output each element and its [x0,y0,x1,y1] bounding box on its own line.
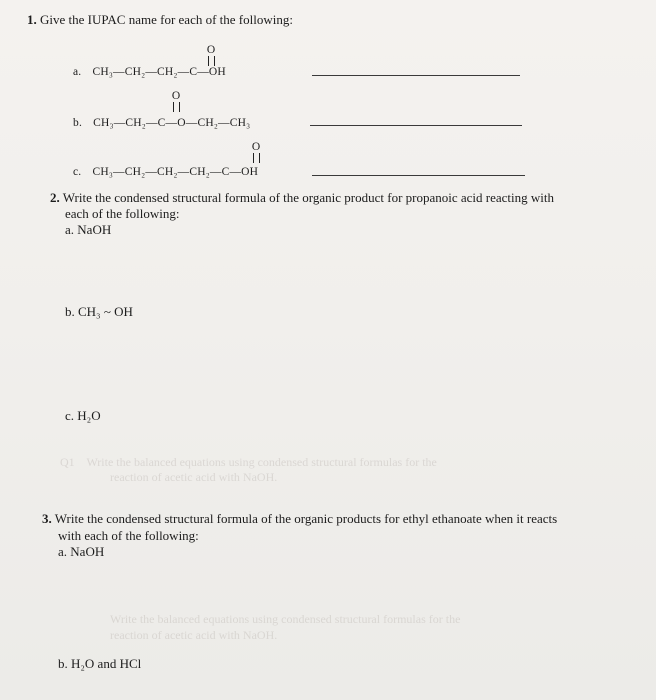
answer-line-1c[interactable] [312,175,525,176]
question-3-heading [42,511,557,527]
question-1a-label: a. [73,66,82,78]
question-2b [65,304,133,320]
carbonyl-oxygen: O [251,141,261,153]
carbonyl-group-1c [248,141,264,163]
question-1c-label: c. [73,166,82,178]
question-2a-label: a. [65,222,75,237]
bleed-through-text: reaction of acetic acid with NaOH. [110,470,278,484]
carbonyl-oxygen: O [206,44,216,56]
bleed-through-text: reaction of acetic acid with NaOH. [110,628,278,642]
answer-line-1b[interactable] [310,125,522,126]
double-bond [208,56,215,66]
bleed-through-text: Q1 Write the balanced equations using condensed structural formulas for the [60,455,437,469]
question-2-number: 2. [50,190,60,205]
question-1c-formula: CH₃—CH₂—CH₂—CH₂—C—OH [92,166,259,178]
question-1-text: Give the IUPAC name for each of the following: [40,12,293,27]
question-2a [65,222,111,238]
question-1b-label: b. [73,117,83,129]
question-2-text-line1: Write the condensed structural formula of the organic product for propanoic acid reacting with [62,190,555,205]
carbonyl-oxygen: O [171,90,181,102]
question-2b-label: b. [65,304,75,319]
question-2c [65,408,101,424]
double-bond [173,102,180,112]
question-1a [73,66,226,78]
question-3-number: 3. [42,511,52,526]
question-1b-formula: CH₃—CH₂—C—O—CH₂—CH₃ [93,117,251,129]
question-3a-label: a. [58,544,68,559]
question-2c-label: c. [65,408,75,423]
question-3-text-line2: with each of the following: [58,528,199,543]
answer-line-1a[interactable] [312,75,520,76]
question-3b-label: b. [58,656,68,671]
question-1b [73,117,250,129]
question-1c [73,166,258,178]
carbonyl-group-1b [168,90,184,112]
question-1-number: 1. [27,12,37,27]
question-2-text-line2: each of the following: [65,206,180,221]
question-2b-reagent: CH₃ ~ OH [78,304,133,319]
question-1a-formula: CH₃—CH₂—CH₂—C—OH [92,66,226,78]
carbonyl-group-1a [203,44,219,66]
question-2a-reagent: NaOH [77,222,112,237]
question-1-heading [27,12,293,28]
double-bond [253,153,260,163]
bleed-through-text: Write the balanced equations using condensed structural formulas for the [110,612,461,626]
question-2c-reagent: H₂O [77,408,101,423]
question-3a [58,544,104,560]
question-3-text-line1: Write the condensed structural formula of the organic products for ethyl ethanoate when it reacts [54,511,558,526]
question-3b [58,656,141,672]
question-2-heading [50,190,554,206]
question-3a-reagent: NaOH [70,544,105,559]
question-3b-reagent: H₂O and HCl [71,656,142,671]
